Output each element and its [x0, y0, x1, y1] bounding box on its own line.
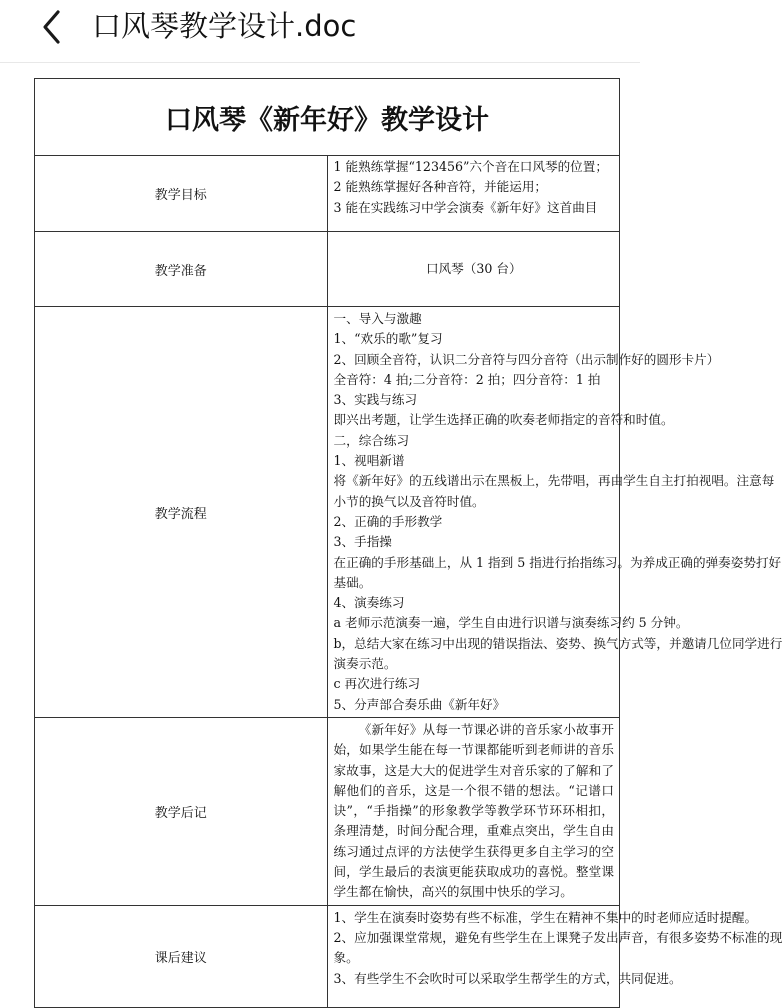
top-bar — [0, 0, 640, 63]
procedure-line: b，总结大家在练习中出现的错误指法、姿势、换气方式等，并邀请几位同学进行 — [333, 635, 782, 651]
procedure-line: a 老师示范演奏一遍，学生自由进行识谱与演奏练习约 5 分钟。 — [333, 615, 689, 631]
procedure-line: 2、回顾全音符，认识二分音符与四分音符（出示制作好的圆形卡片） — [333, 351, 720, 367]
procedure-content — [327, 307, 782, 718]
suggestion-line: 3、有些学生不会吹时可以采取学生帮学生的方式，共同促进。 — [333, 970, 682, 986]
lesson-plan-title: 口风琴《新年好》教学设计 — [35, 79, 620, 156]
procedure-line: 全音符：4 拍;二分音符：2 拍；四分音符：1 拍 — [333, 371, 601, 387]
reflection-content: 《新年好》从每一节课必讲的音乐家小故事开始，如果学生能在每一节课都能听到老师讲的音乐家故事，这是大大的促进学生对音乐家的了解和了解他们的音乐，这是一个很不错的想法。“记谱口诀”，“手指操”的形象教学等教学环节环环相扣，条理清楚，时间分配合理，重难点突出，学生自由练习通过点评的方法使学生获得更多自主学习的空间，学生最后的表演更能获取成功的喜悦。整堂课学生都在愉快，高兴的氛围中快乐的学习。 — [327, 718, 620, 906]
procedure-line: 5、分声部合奏乐曲《新年好》 — [333, 696, 506, 712]
chevron-left-icon — [34, 7, 74, 47]
preparation-content: 口风琴（30 台） — [327, 232, 620, 307]
goals-content — [327, 156, 620, 232]
procedure-line: c 再次进行练习 — [333, 676, 421, 692]
procedure-line: 一、导入与激趣 — [333, 311, 422, 326]
table-row — [35, 156, 620, 232]
procedure-line: 即兴出考题，让学生选择正确的吹奏老师指定的音符和时值。 — [333, 412, 674, 428]
goal-line: 1 能熟练掌握“123456”六个音在口风琴的位置； — [333, 159, 608, 174]
procedure-line: 基础。 — [333, 574, 372, 590]
lesson-plan-table — [34, 78, 782, 1008]
procedure-line: 将《新年好》的五线谱出示在黑板上，先带唱，再由学生自主打拍视唱。注意每 — [333, 473, 775, 489]
procedure-line: 3、手指操 — [333, 534, 392, 550]
document-title: 口风琴教学设计.doc — [92, 9, 357, 43]
row-label-procedure: 教学流程 — [35, 307, 328, 718]
procedure-line: 二，综合练习 — [333, 432, 410, 448]
table-row — [35, 307, 620, 718]
row-label-reflection: 教学后记 — [35, 718, 328, 906]
table-row — [35, 905, 620, 1007]
table-row — [35, 232, 620, 307]
row-label-preparation: 教学准备 — [35, 232, 328, 307]
table-row — [35, 718, 620, 906]
row-label-goals: 教学目标 — [35, 156, 328, 232]
row-label-suggestions: 课后建议 — [35, 905, 328, 1007]
procedure-line: 2、正确的手形教学 — [333, 513, 443, 529]
procedure-line: 1、视唱新谱 — [333, 453, 405, 469]
goal-line: 2 能熟练掌握好各种音符，并能运用； — [333, 179, 548, 195]
goal-line: 3 能在实践练习中学会演奏《新年好》这首曲目 — [333, 199, 598, 215]
procedure-line: 演奏示范。 — [333, 656, 397, 672]
back-button[interactable] — [34, 7, 74, 47]
document-page — [34, 78, 782, 1008]
procedure-line: 1、“欢乐的歌”复习 — [333, 331, 443, 347]
suggestions-content — [327, 905, 782, 1007]
suggestion-line: 1、学生在演奏时姿势有些不标准，学生在精神不集中的时老师应适时提醒。 — [333, 909, 758, 925]
procedure-line: 小节的换气以及音符时值。 — [333, 493, 485, 509]
suggestion-line: 象。 — [333, 950, 359, 966]
procedure-line: 4、演奏练习 — [333, 595, 405, 611]
table-title-row — [35, 79, 620, 156]
procedure-line: 在正确的手形基础上，从 1 指到 5 指进行抬指练习。为养成正确的弹奏姿势打好 — [333, 554, 782, 570]
procedure-line: 3、实践与练习 — [333, 392, 418, 408]
suggestion-line: 2、应加强课堂常规，避免有些学生在上课凳子发出声音，有很多姿势不标准的现 — [333, 929, 782, 945]
